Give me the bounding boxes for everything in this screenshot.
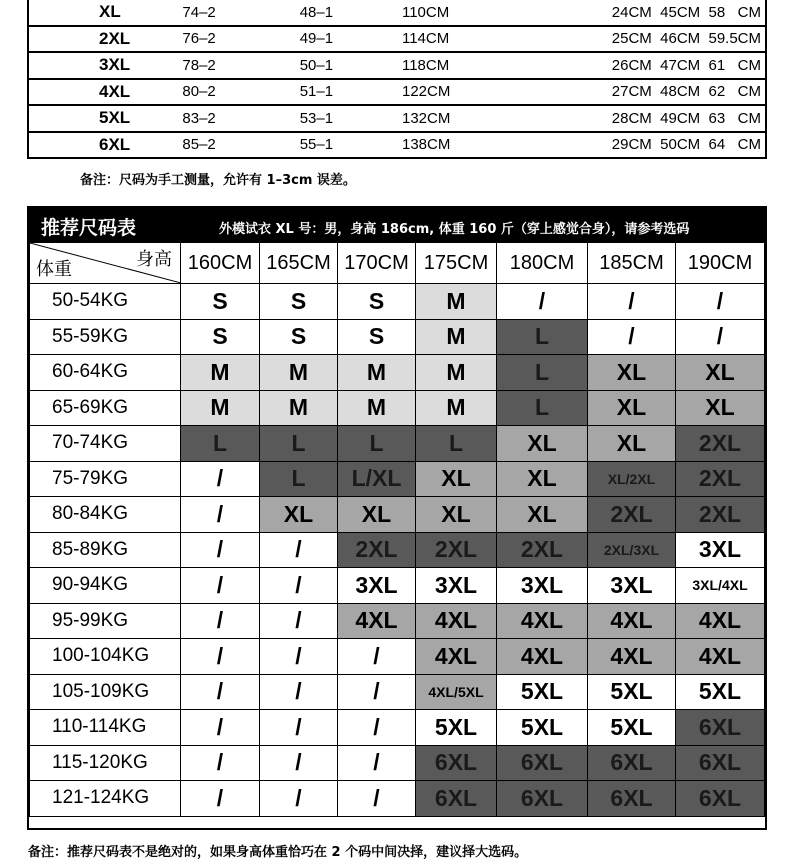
size-recommendation: 2XL — [676, 461, 765, 497]
height-header: 160CM — [181, 243, 260, 284]
size-recommendation: S — [181, 319, 260, 355]
measurement-table — [27, 0, 767, 159]
measurement-value: 118CM — [398, 52, 502, 79]
measurement-value: 28CM 49CM 63 CM — [502, 105, 766, 132]
measurement-value: 74–2 — [178, 0, 295, 26]
measurement-row — [28, 52, 766, 79]
size-recommendation: XL/2XL — [588, 461, 676, 497]
size-recommendation: XL — [416, 497, 497, 533]
size-recommendation: 2XL/3XL — [588, 532, 676, 568]
height-header: 185CM — [588, 243, 676, 284]
recommend-row — [30, 745, 765, 781]
size-recommendation: / — [181, 639, 260, 675]
recommend-row — [30, 461, 765, 497]
size-recommendation: M — [416, 319, 497, 355]
measurement-value: 114CM — [398, 26, 502, 53]
measurement-value: 138CM — [398, 132, 502, 159]
corner-cell — [30, 243, 181, 284]
recommend-note: 备注：推荐尺码表不是绝对的，如果身高体重恰巧在 2 个码中间决择，建议择大选码。 — [28, 845, 528, 860]
measurement-value: 49–1 — [296, 26, 398, 53]
height-header: 180CM — [497, 243, 588, 284]
height-header: 165CM — [260, 243, 338, 284]
size-recommendation: 4XL — [676, 639, 765, 675]
recommend-row — [30, 390, 765, 426]
measurement-value: 78–2 — [178, 52, 295, 79]
size-recommendation: XL — [497, 426, 588, 462]
measurement-value: 122CM — [398, 79, 502, 106]
size-recommendation: S — [260, 319, 338, 355]
measurement-row — [28, 26, 766, 53]
size-recommendation: / — [588, 284, 676, 320]
measurement-value: 29CM 50CM 64 CM — [502, 132, 766, 159]
recommend-row — [30, 319, 765, 355]
size-recommendation: 2XL — [676, 497, 765, 533]
weight-label: 115-120KG — [30, 745, 181, 781]
size-recommendation: 6XL — [676, 745, 765, 781]
recommend-title: 推荐尺码表 — [41, 217, 137, 239]
size-recommendation: / — [676, 284, 765, 320]
weight-label: 70-74KG — [30, 426, 181, 462]
size-recommendation: 3XL — [676, 532, 765, 568]
weight-label: 80-84KG — [30, 497, 181, 533]
size-recommendation: 6XL — [416, 781, 497, 817]
measurement-row — [28, 79, 766, 106]
size-recommendation: XL — [588, 390, 676, 426]
recommend-row — [30, 568, 765, 604]
size-recommendation: / — [588, 319, 676, 355]
size-label: 6XL — [28, 132, 178, 159]
recommend-table-wrap — [27, 206, 767, 830]
size-recommendation: L — [497, 390, 588, 426]
size-recommendation: S — [260, 284, 338, 320]
corner-weight-label: 体重 — [36, 259, 72, 279]
size-recommendation: M — [338, 355, 416, 391]
size-recommendation: / — [181, 745, 260, 781]
size-recommendation: / — [260, 532, 338, 568]
weight-label: 60-64KG — [30, 355, 181, 391]
size-label: XL — [28, 0, 178, 26]
size-label: 4XL — [28, 79, 178, 106]
size-recommendation: / — [181, 781, 260, 817]
weight-label: 65-69KG — [30, 390, 181, 426]
size-recommendation: / — [260, 781, 338, 817]
size-recommendation: XL — [588, 426, 676, 462]
size-recommendation: M — [416, 390, 497, 426]
size-label: 3XL — [28, 52, 178, 79]
height-header: 175CM — [416, 243, 497, 284]
size-recommendation: / — [338, 781, 416, 817]
weight-label: 95-99KG — [30, 603, 181, 639]
size-recommendation: / — [497, 284, 588, 320]
recommend-row — [30, 639, 765, 675]
size-recommendation: XL — [497, 497, 588, 533]
weight-label: 90-94KG — [30, 568, 181, 604]
weight-label: 121-124KG — [30, 781, 181, 817]
size-recommendation: L — [416, 426, 497, 462]
measurement-value: 85–2 — [178, 132, 295, 159]
recommend-row — [30, 674, 765, 710]
size-recommendation: 4XL — [497, 603, 588, 639]
size-recommendation: 3XL — [588, 568, 676, 604]
measurement-value: 51–1 — [296, 79, 398, 106]
weight-label: 110-114KG — [30, 710, 181, 746]
measurement-note: 备注：尺码为手工测量，允许有 1–3cm 误差。 — [80, 173, 356, 188]
recommend-row — [30, 426, 765, 462]
size-label: 5XL — [28, 105, 178, 132]
size-recommendation: 4XL — [497, 639, 588, 675]
measurement-row — [28, 132, 766, 159]
size-recommendation: S — [338, 284, 416, 320]
size-recommendation: / — [260, 745, 338, 781]
size-recommendation: XL — [588, 355, 676, 391]
height-header: 170CM — [338, 243, 416, 284]
size-recommendation: 5XL — [497, 710, 588, 746]
size-recommendation: 6XL — [588, 781, 676, 817]
size-recommendation: 5XL — [676, 674, 765, 710]
size-recommendation: M — [416, 355, 497, 391]
measurement-row — [28, 105, 766, 132]
weight-label: 75-79KG — [30, 461, 181, 497]
size-recommendation: 4XL — [676, 603, 765, 639]
size-recommendation: / — [181, 603, 260, 639]
recommend-row — [30, 603, 765, 639]
size-recommendation: 4XL — [588, 603, 676, 639]
size-recommendation: / — [181, 461, 260, 497]
size-recommendation: 4XL/5XL — [416, 674, 497, 710]
size-recommendation: 5XL — [497, 674, 588, 710]
size-recommendation: / — [260, 710, 338, 746]
measurement-value: 83–2 — [178, 105, 295, 132]
height-header: 190CM — [676, 243, 765, 284]
recommend-row — [30, 710, 765, 746]
size-recommendation: 2XL — [497, 532, 588, 568]
size-recommendation: L/XL — [338, 461, 416, 497]
size-recommendation: 6XL — [676, 710, 765, 746]
size-recommendation: / — [181, 568, 260, 604]
weight-label: 105-109KG — [30, 674, 181, 710]
size-recommendation: L — [497, 319, 588, 355]
size-recommendation: 3XL — [338, 568, 416, 604]
size-recommendation: 5XL — [588, 710, 676, 746]
size-recommendation: M — [260, 390, 338, 426]
size-recommendation: 6XL — [497, 781, 588, 817]
size-recommendation: S — [338, 319, 416, 355]
size-recommendation: S — [181, 284, 260, 320]
size-recommendation: / — [181, 497, 260, 533]
measurement-value: 53–1 — [296, 105, 398, 132]
size-recommendation: 4XL — [338, 603, 416, 639]
measurement-value: 24CM 45CM 58 CM — [502, 0, 766, 26]
measurement-value: 55–1 — [296, 132, 398, 159]
measurement-value: 27CM 48CM 62 CM — [502, 79, 766, 106]
size-recommendation: L — [338, 426, 416, 462]
size-label: 2XL — [28, 26, 178, 53]
size-recommendation: 5XL — [416, 710, 497, 746]
recommend-row — [30, 781, 765, 817]
size-recommendation: M — [181, 390, 260, 426]
size-recommendation: / — [260, 639, 338, 675]
recommend-row — [30, 284, 765, 320]
size-recommendation: L — [260, 426, 338, 462]
recommend-header — [29, 208, 765, 242]
corner-height-label: 身高 — [136, 249, 172, 269]
measurement-value: 110CM — [398, 0, 502, 26]
size-recommendation: 3XL — [497, 568, 588, 604]
measurement-value: 48–1 — [296, 0, 398, 26]
measurement-value: 50–1 — [296, 52, 398, 79]
recommend-row — [30, 355, 765, 391]
size-recommendation: 6XL — [588, 745, 676, 781]
weight-label: 100-104KG — [30, 639, 181, 675]
size-recommendation: M — [416, 284, 497, 320]
size-recommendation: XL — [416, 461, 497, 497]
size-recommendation: 6XL — [676, 781, 765, 817]
size-recommendation: / — [260, 674, 338, 710]
size-recommendation: / — [260, 603, 338, 639]
size-recommendation: / — [338, 710, 416, 746]
measurement-value: 25CM 46CM 59.5CM — [502, 26, 766, 53]
measurement-value: 132CM — [398, 105, 502, 132]
size-recommendation: L — [181, 426, 260, 462]
size-recommendation: 2XL — [588, 497, 676, 533]
size-recommendation: M — [181, 355, 260, 391]
size-recommendation: / — [181, 532, 260, 568]
size-recommendation: / — [338, 674, 416, 710]
size-recommendation: XL — [676, 355, 765, 391]
size-recommendation: / — [338, 745, 416, 781]
size-recommendation: 2XL — [416, 532, 497, 568]
size-recommendation: 2XL — [676, 426, 765, 462]
size-recommendation: 3XL/4XL — [676, 568, 765, 604]
recommend-row — [30, 497, 765, 533]
size-recommendation: XL — [497, 461, 588, 497]
measurement-value: 76–2 — [178, 26, 295, 53]
size-recommendation: XL — [338, 497, 416, 533]
size-recommendation: XL — [676, 390, 765, 426]
measurement-value: 80–2 — [178, 79, 295, 106]
size-recommendation: L — [260, 461, 338, 497]
size-recommendation: M — [338, 390, 416, 426]
size-recommendation: M — [260, 355, 338, 391]
size-recommendation: 5XL — [588, 674, 676, 710]
size-recommendation: 6XL — [416, 745, 497, 781]
size-recommendation: 2XL — [338, 532, 416, 568]
model-note: 外模试衣 XL 号：男，身高 186cm, 体重 160 斤（穿上感觉合身），请参考选码 — [219, 222, 690, 237]
size-recommendation: / — [181, 710, 260, 746]
size-recommendation: 4XL — [588, 639, 676, 675]
weight-label: 50-54KG — [30, 284, 181, 320]
size-recommendation: L — [497, 355, 588, 391]
size-recommendation: 6XL — [497, 745, 588, 781]
measurement-value: 26CM 47CM 61 CM — [502, 52, 766, 79]
size-recommendation: 3XL — [416, 568, 497, 604]
size-recommendation: / — [181, 674, 260, 710]
size-recommendation: / — [260, 568, 338, 604]
measurement-row — [28, 0, 766, 26]
size-recommendation: 4XL — [416, 603, 497, 639]
size-recommendation: / — [676, 319, 765, 355]
recommend-table — [29, 242, 765, 817]
size-recommendation: 4XL — [416, 639, 497, 675]
recommend-row — [30, 532, 765, 568]
weight-label: 85-89KG — [30, 532, 181, 568]
weight-label: 55-59KG — [30, 319, 181, 355]
size-recommendation: / — [338, 639, 416, 675]
size-recommendation: XL — [260, 497, 338, 533]
